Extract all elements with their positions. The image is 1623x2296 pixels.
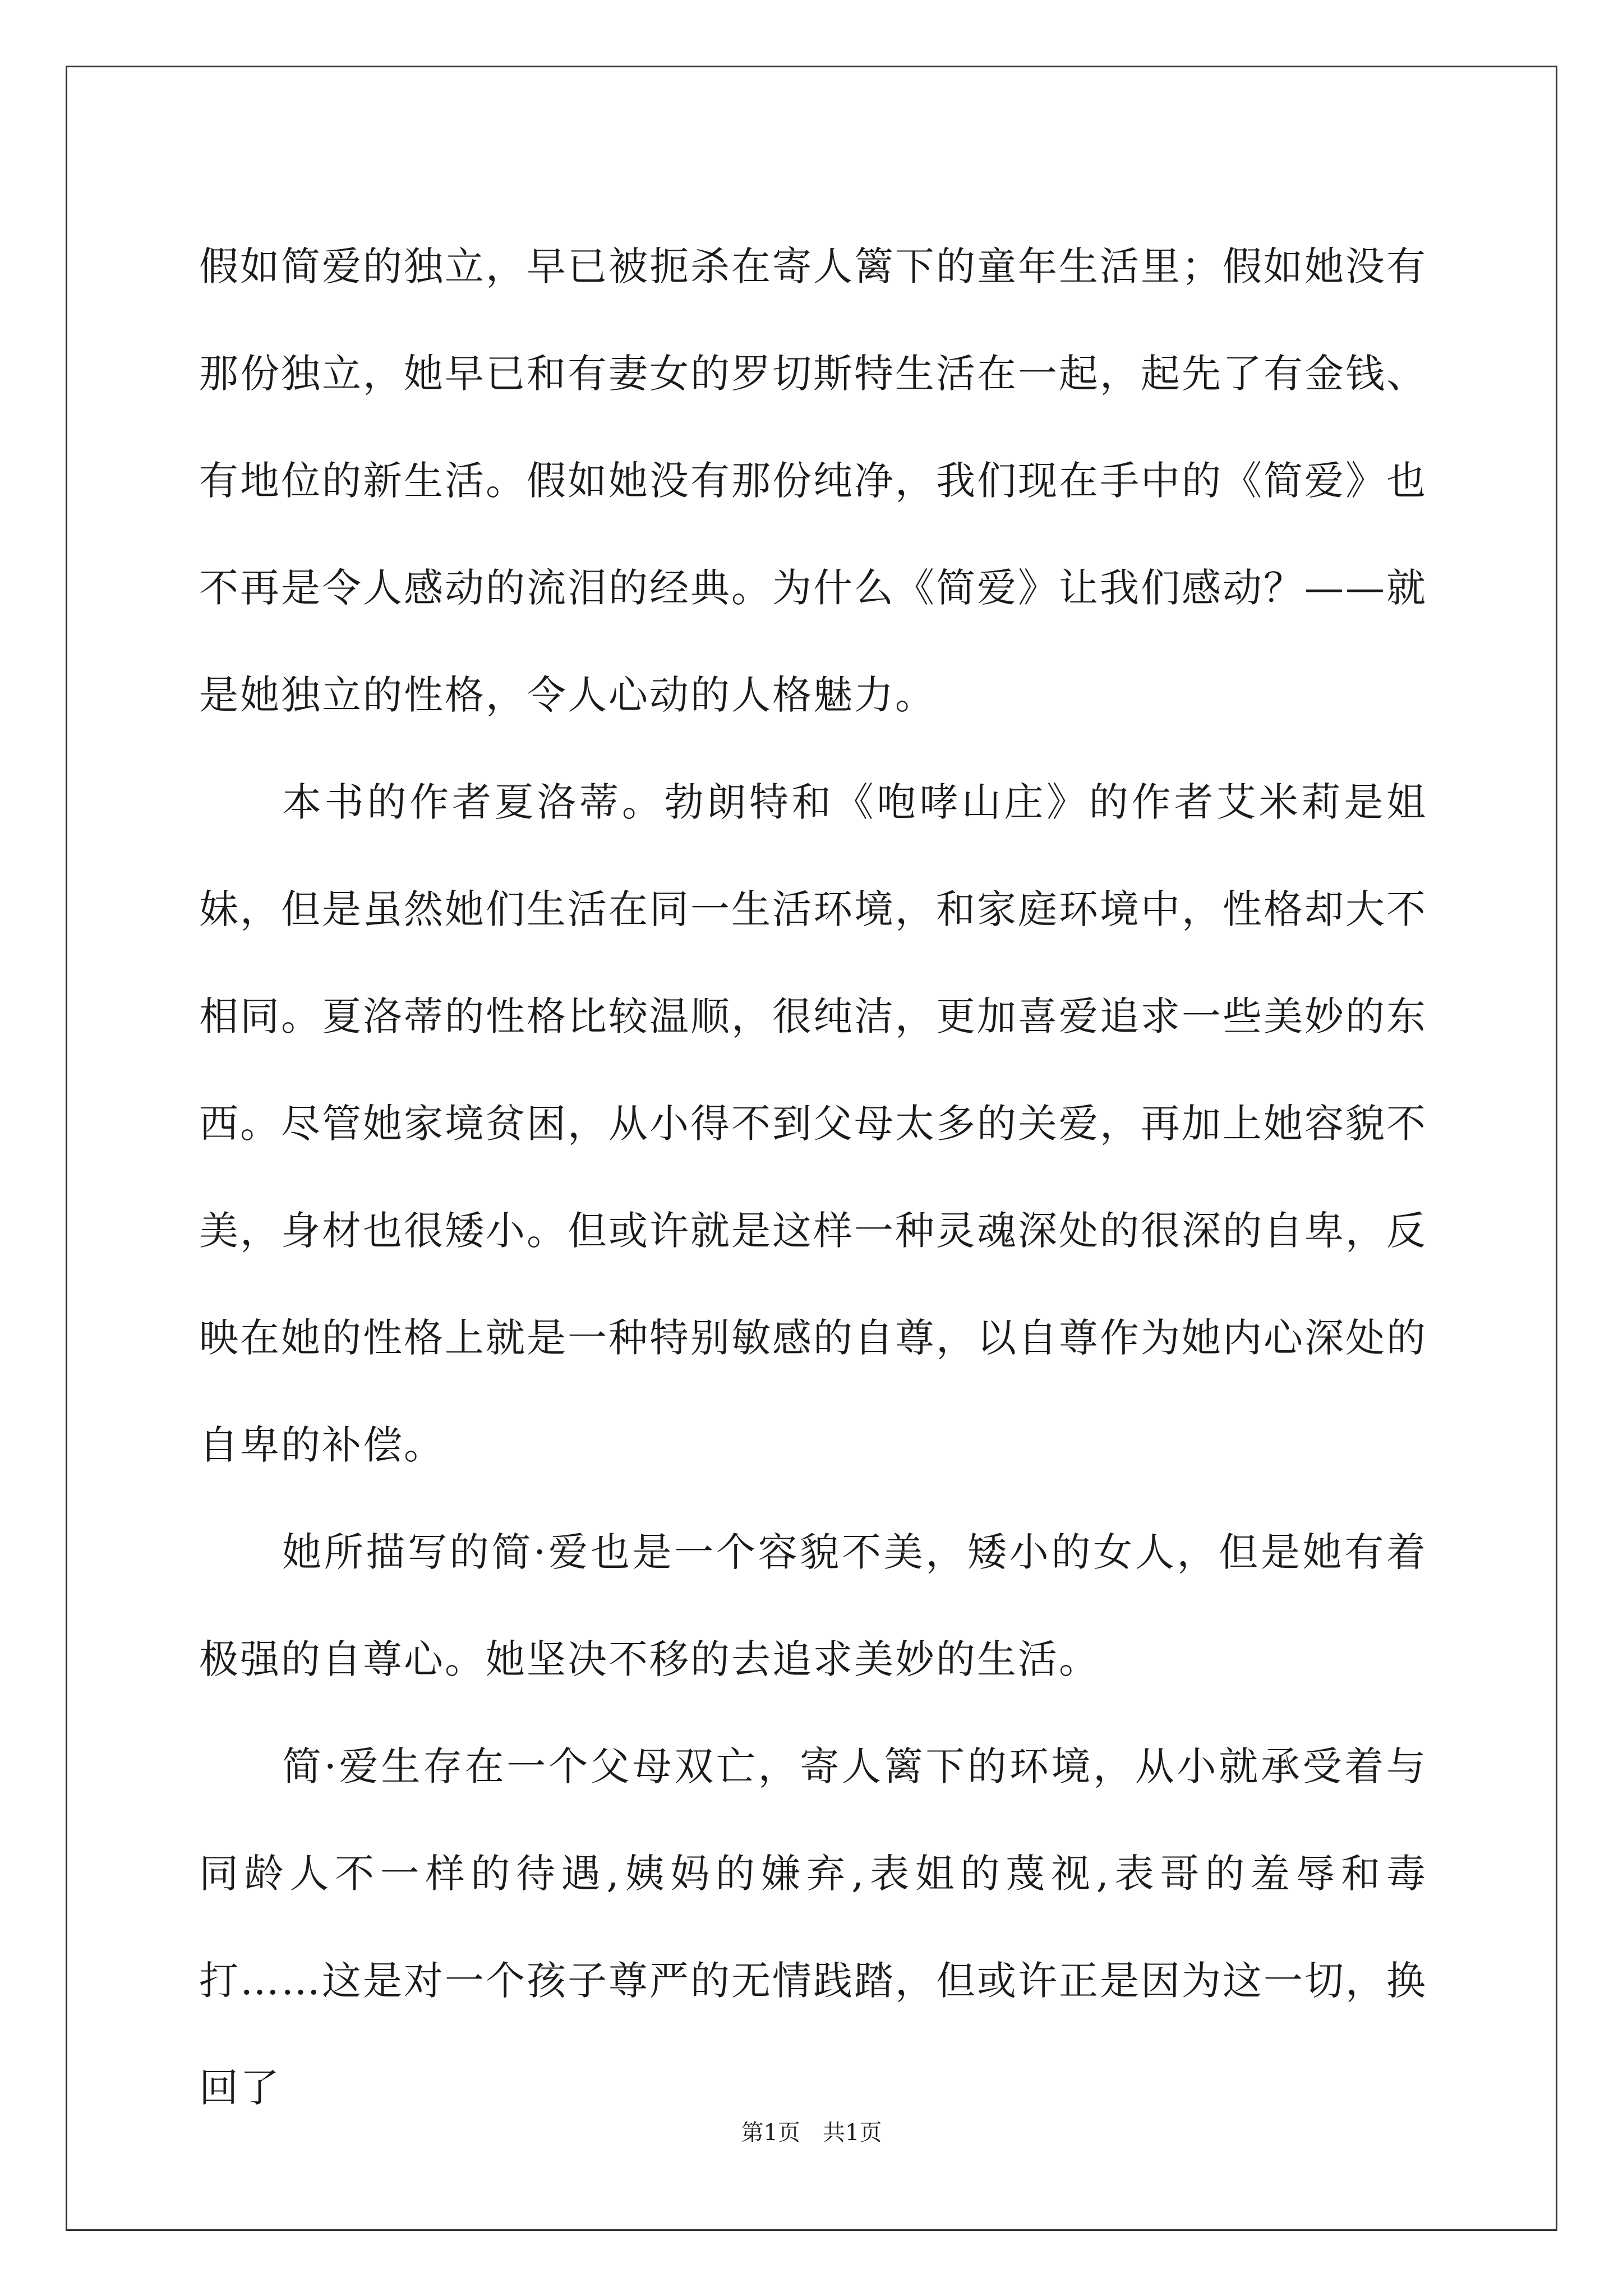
paragraph-2: 本书的作者夏洛蒂。勃朗特和《咆哮山庄》的作者艾米莉是姐妹，但是虽然她们生活在同一生活环境，和家庭环境中，性格却大不相同。夏洛蒂的性格比较温顺，很纯洁，更加喜爱追求一些美妙的东西。尽管她家境贫困，从小得不到父母太多的关爱，再加上她容貌不美，身材也很矮小。但或许就是这样一种灵魂深处的很深的自卑，反映在她的性格上就是一种特别敏感的自尊，以自尊作为她内心深处的自卑的补偿。: [199, 779, 1427, 1468]
document-body: [199, 213, 1427, 2142]
paragraph-3: 她所描写的简·爱也是一个容貌不美，矮小的女人，但是她有着极强的自尊心。她坚决不移的去追求美妙的生活。: [199, 1529, 1427, 1682]
paragraph-4: 简·爱生存在一个父母双亡，寄人篱下的环境，从小就承受着与同龄人不一样的待遇,姨妈的嫌弃,表姐的蔑视,表哥的羞辱和毒打……这是对一个孩子尊严的无情践踏，但或许正是因为这一切，换回了: [199, 1743, 1427, 2111]
paragraph-1: 假如简爱的独立，早已被扼杀在寄人篱下的童年生活里；假如她没有那份独立，她早已和有妻女的罗切斯特生活在一起，起先了有金钱、有地位的新生活。假如她没有那份纯净，我们现在手中的《简爱》也不再是令人感动的流泪的经典。为什么《简爱》让我们感动？——就是她独立的性格，令人心动的人格魅力。: [199, 243, 1427, 718]
page-number-footer: 第1页 共1页: [741, 2120, 882, 2146]
